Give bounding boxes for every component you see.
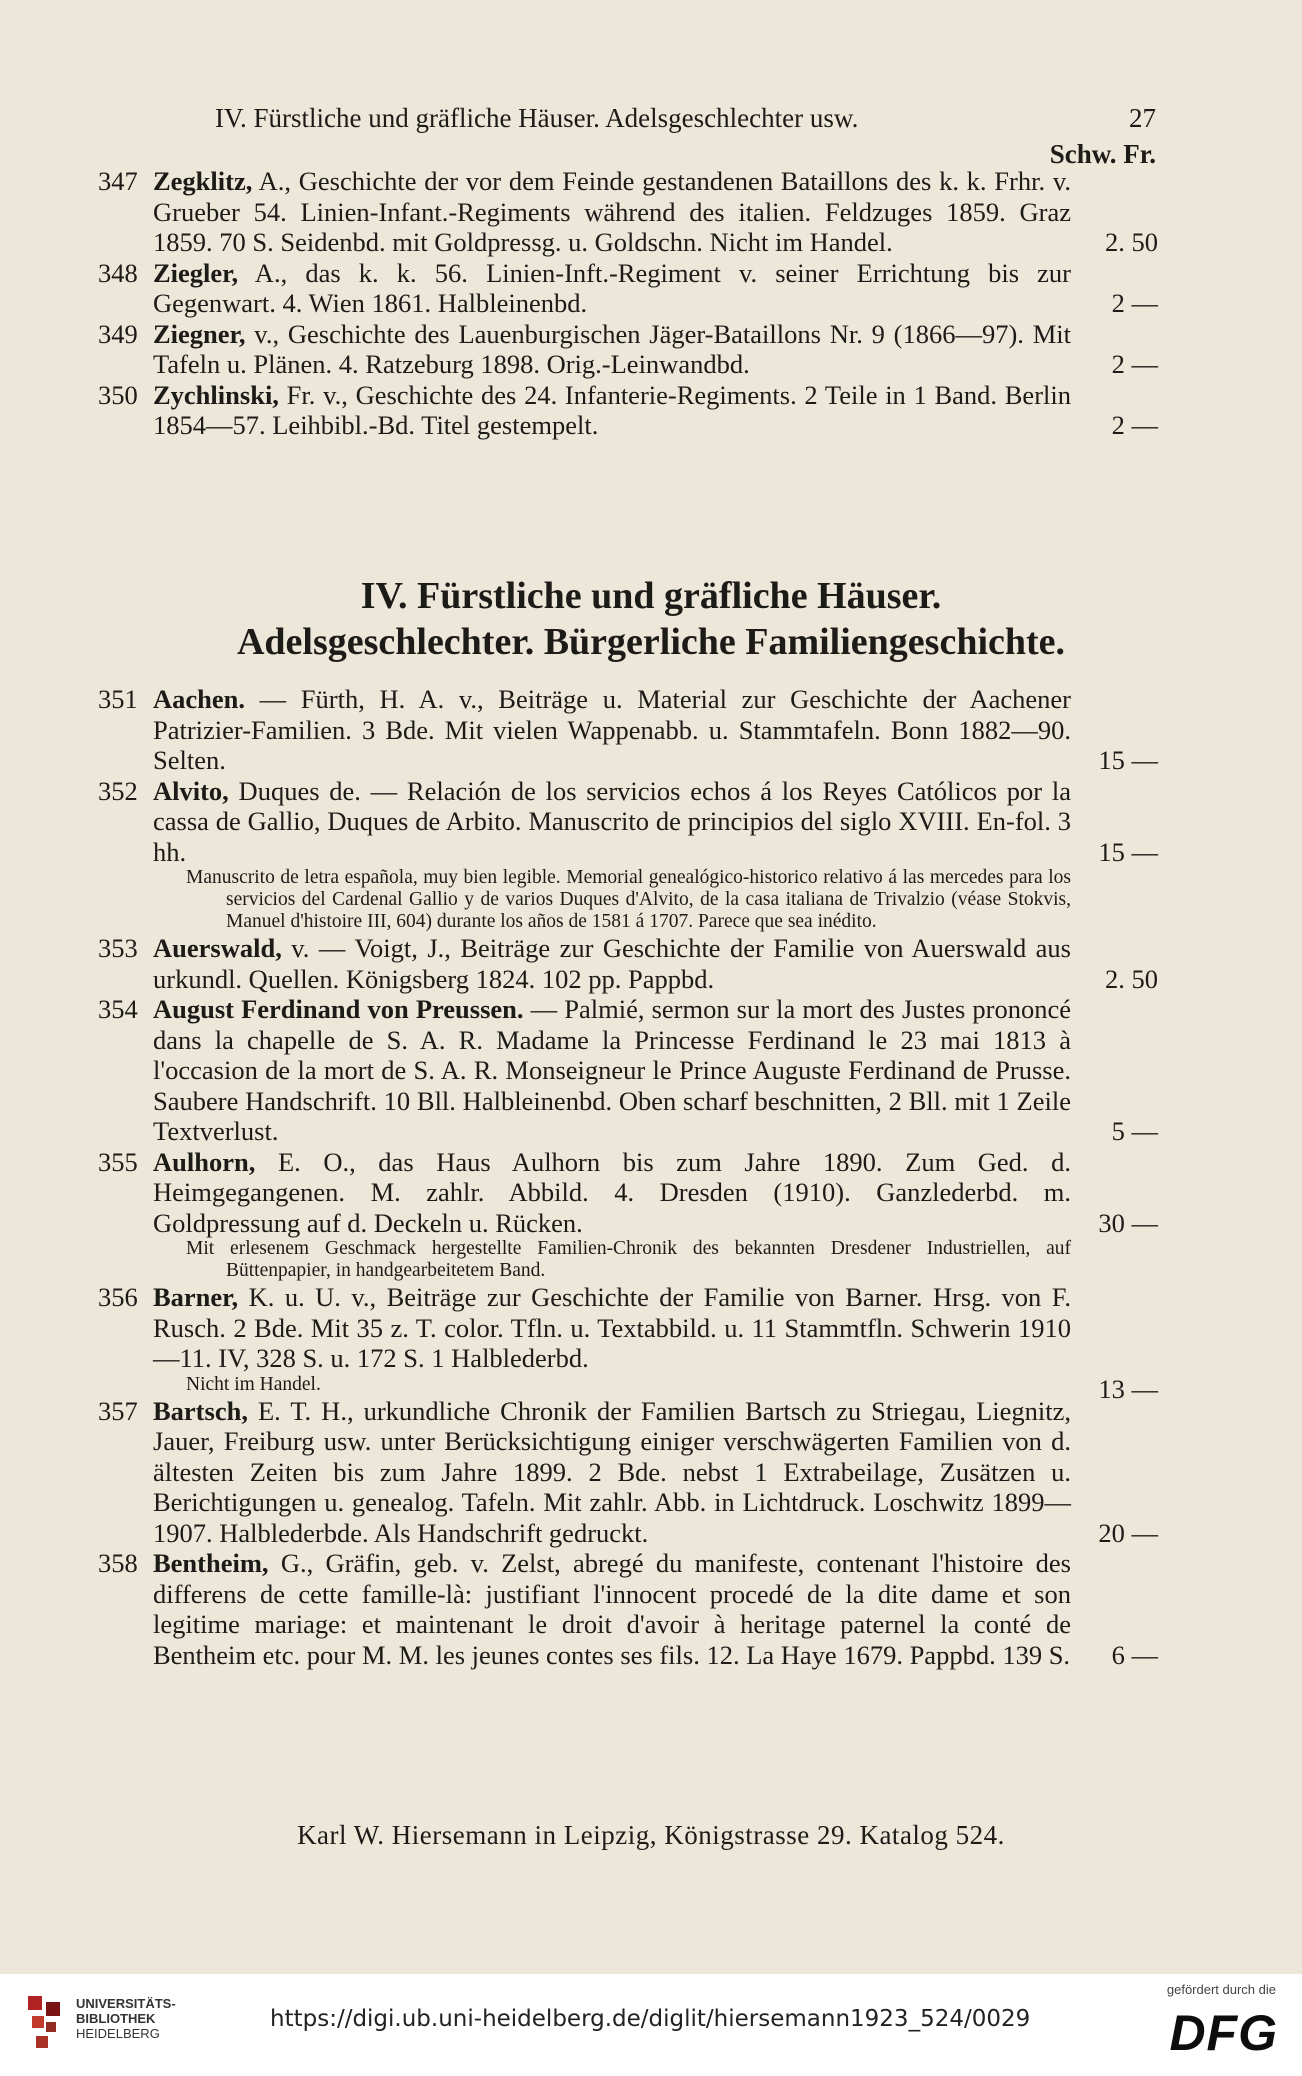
entry-number: 353 <box>98 933 138 963</box>
permalink-url[interactable]: https://digi.ub.uni-heidelberg.de/diglit/hiersemann1923_524/0029 <box>270 2006 1031 2032</box>
catalog-entry <box>98 1147 1158 1283</box>
catalog-entry <box>98 1548 1158 1670</box>
entry-number: 347 <box>98 166 138 196</box>
entry-name: Zychlinski, <box>153 379 279 410</box>
entry-text: A., Geschichte der vor dem Feinde gestandenen Bataillons des k. k. Frhr. v. Grueber 54. Linien-Infant.-Regiments während des italien. Feldzuges 1859. Graz 1859. 70 S. Seidenbd. mit Goldpressg. u. Goldschn. Nicht im Handel. <box>153 166 1071 257</box>
university-library-name: UNIVERSITÄTS- BIBLIOTHEK HEIDELBERG <box>76 1996 176 2041</box>
entry-number: 356 <box>98 1282 138 1312</box>
entry-name: Ziegler, <box>153 257 239 288</box>
catalog-entry <box>98 166 1158 258</box>
currency-label: Schw. Fr. <box>1049 139 1156 169</box>
entry-number: 355 <box>98 1146 138 1177</box>
entry-text: Duques de. — Relación de los servicios echos á los Reyes Católicos por la cassa de Gallio, Duques de Arbito. Manuscrito de principios del siglo XVIII. En-fol. 3 hh. <box>153 775 1071 867</box>
entry-text: — Fürth, H. A. v., Beiträge u. Material zur Geschichte der Aachener Patrizier-Familien. 3 Bde. Mit vielen Wappenabb. u. Stammtafeln. Bonn 1882—90. Selten. <box>153 684 1071 775</box>
catalog-entry <box>98 319 1158 380</box>
entry-name: Bartsch, <box>153 1395 248 1426</box>
entry-price: 2 — <box>1111 410 1158 440</box>
entry-price: 15 — <box>1098 745 1158 775</box>
entry-price: 30 — <box>1098 1207 1158 1238</box>
funding-note: gefördert durch die <box>1166 1982 1276 1997</box>
entry-price: 15 — <box>1098 836 1158 867</box>
entry-list <box>98 684 1158 1670</box>
catalog-entry <box>98 933 1158 994</box>
entry-name: Barner, <box>153 1282 239 1312</box>
entry-name: Aulhorn, <box>153 1146 256 1177</box>
entry-text: Fr. v., Geschichte des 24. Infanterie-Regiments. 2 Teile in 1 Band. Berlin 1854—57. Leihbibl.-Bd. Titel gestempelt. <box>153 379 1071 440</box>
entry-text: G., Gräfin, geb. v. Zelst, abregé du manifeste, contenant l'histoire des differens de cette famille-là: justifiant l'innocent procedé de la dite dame et son legitime mariage: et maintenant le droit d'avoir à heritage paternel la conté de Bentheim etc. pour M. M. les jeunes contes ses fils. 12. La Haye 1679. Pappbd. 139 S. <box>153 1548 1071 1670</box>
entry-name: Auerswald, <box>153 933 282 963</box>
entry-text: A., das k. k. 56. Linien-Inft.-Regiment v. seiner Errichtung bis zur Gegenwart. 4. Wien 1861. Halbleinenbd. <box>153 257 1071 318</box>
entry-text: E. O., das Haus Aulhorn bis zum Jahre 1890. Zum Ged. d. Heimgegangenen. M. zahlr. Abbild. 4. Dresden (1910). Ganzlederbd. m. Goldpressung auf d. Deckeln u. Rücken. <box>153 1146 1071 1238</box>
entry-number: 357 <box>98 1395 138 1426</box>
entry-name: Alvito, <box>153 775 229 806</box>
entry-price: 2. 50 <box>1105 227 1158 257</box>
catalog-entry <box>98 776 1158 934</box>
entry-text: v., Geschichte des Lauenburgischen Jäger-Bataillons Nr. 9 (1866—97). Mit Tafeln u. Plänen. 4. Ratzeburg 1898. Orig.-Leinwandbd. <box>153 318 1071 379</box>
library-banner <box>0 1974 1302 2076</box>
catalog-entry <box>98 258 1158 319</box>
entry-price: 2 — <box>1111 349 1158 379</box>
entry-number: 348 <box>98 257 138 288</box>
entry-price: 5 — <box>1111 1116 1158 1146</box>
entry-number: 354 <box>98 994 138 1024</box>
dfg-logo: DFG <box>1169 2005 1278 2061</box>
entry-note: Mit erlesenem Geschmack hergestellte Familien-Chronik des bekannten Dresdener Industriellen, auf Büttenpapier, in handgearbeitetem Band. <box>186 1238 1071 1281</box>
catalog-entry <box>98 1396 1158 1549</box>
section-heading <box>0 573 1302 665</box>
entry-number: 358 <box>98 1548 138 1578</box>
entry-name: August Ferdinand von Preussen. <box>153 994 524 1024</box>
entry-note: Manuscrito de letra española, muy bien legible. Memorial genealógico-historico relativo á las mercedes para los servicios del Cardenal Gallio y de varios Duques d'Alvito, de la casa italiana de Trivalzio (véase Stokvis, Manuel d'histoire III, 604) durante los años de 1581 á 1707. Parece que sea inédito. <box>186 867 1071 932</box>
entry-name: Aachen. <box>153 684 246 714</box>
section-heading-line1: IV. Fürstliche und gräfliche Häuser. <box>360 575 942 617</box>
catalog-entry <box>98 994 1158 1147</box>
entry-name: Zegklitz, <box>153 166 253 196</box>
entry-price: 2. 50 <box>1105 963 1158 994</box>
entry-list-top <box>98 166 1158 441</box>
entry-price: 13 — <box>1098 1374 1158 1404</box>
entry-price: 6 — <box>1111 1639 1158 1670</box>
entry-text: — Palmié, sermon sur la mort des Justes prononcé dans la chapelle de S. A. R. Madame la Princesse Ferdinand le 23 mai 1813 à l'occasion de la mort de S. A. R. Monseigneur le Prince Auguste Ferdinand de Prusse. Saubere Handschrift. 10 Bll. Halbleinenbd. Oben scharf beschnitten, 2 Bll. mit 1 Zeile Textverlust. <box>153 994 1071 1146</box>
entry-number: 351 <box>98 684 138 714</box>
university-library-logo-icon <box>26 1992 66 2058</box>
catalog-footer: Karl W. Hiersemann in Leipzig, Königstrasse 29. Katalog 524. <box>297 1820 1005 1850</box>
entry-text: v. — Voigt, J., Beiträge zur Geschichte der Familie von Auerswald aus urkundl. Quellen. Königsberg 1824. 102 pp. Pappbd. <box>153 933 1071 994</box>
entry-number: 352 <box>98 775 138 806</box>
section-heading-line2: Adelsgeschlechter. Bürgerliche Familiengeschichte. <box>236 621 1066 663</box>
entry-number: 350 <box>98 379 138 410</box>
catalog-entry <box>98 1282 1158 1404</box>
entry-price: 20 — <box>1098 1517 1158 1548</box>
catalog-entry <box>98 684 1158 776</box>
entry-text: K. u. U. v., Beiträge zur Geschichte der Familie von Barner. Hrsg. von F. Rusch. 2 Bde. Mit 35 z. T. color. Tfln. u. Textabbild. u. 11 Stammtfln. Schwerin 1910—11. IV, 328 S. u. 172 S. 1 Halblederbd. <box>153 1282 1071 1373</box>
page-number: 27 <box>1129 103 1156 133</box>
entry-name: Bentheim, <box>153 1548 269 1578</box>
running-title: IV. Fürstliche und gräfliche Häuser. Adelsgeschlechter usw. <box>215 103 859 133</box>
entry-price: 2 — <box>1111 288 1158 318</box>
entry-note: Nicht im Handel. <box>186 1373 321 1395</box>
entry-number: 349 <box>98 318 138 349</box>
entry-text: E. T. H., urkundliche Chronik der Familien Bartsch zu Striegau, Liegnitz, Jauer, Freiburg usw. unter Berücksichtigung einiger verschwägerten Familien von d. ältesten Zeiten bis zum Jahre 1899. 2 Bde. nebst 1 Extrabeilage, Zusätzen u. Berichtigungen u. genealog. Tafeln. Mit zahlr. Abb. in Lichtdruck. Loschwitz 1899—1907. Halblederbde. Als Handschrift gedruckt. <box>153 1395 1071 1548</box>
catalog-entry <box>98 380 1158 441</box>
entry-name: Ziegner, <box>153 318 246 349</box>
